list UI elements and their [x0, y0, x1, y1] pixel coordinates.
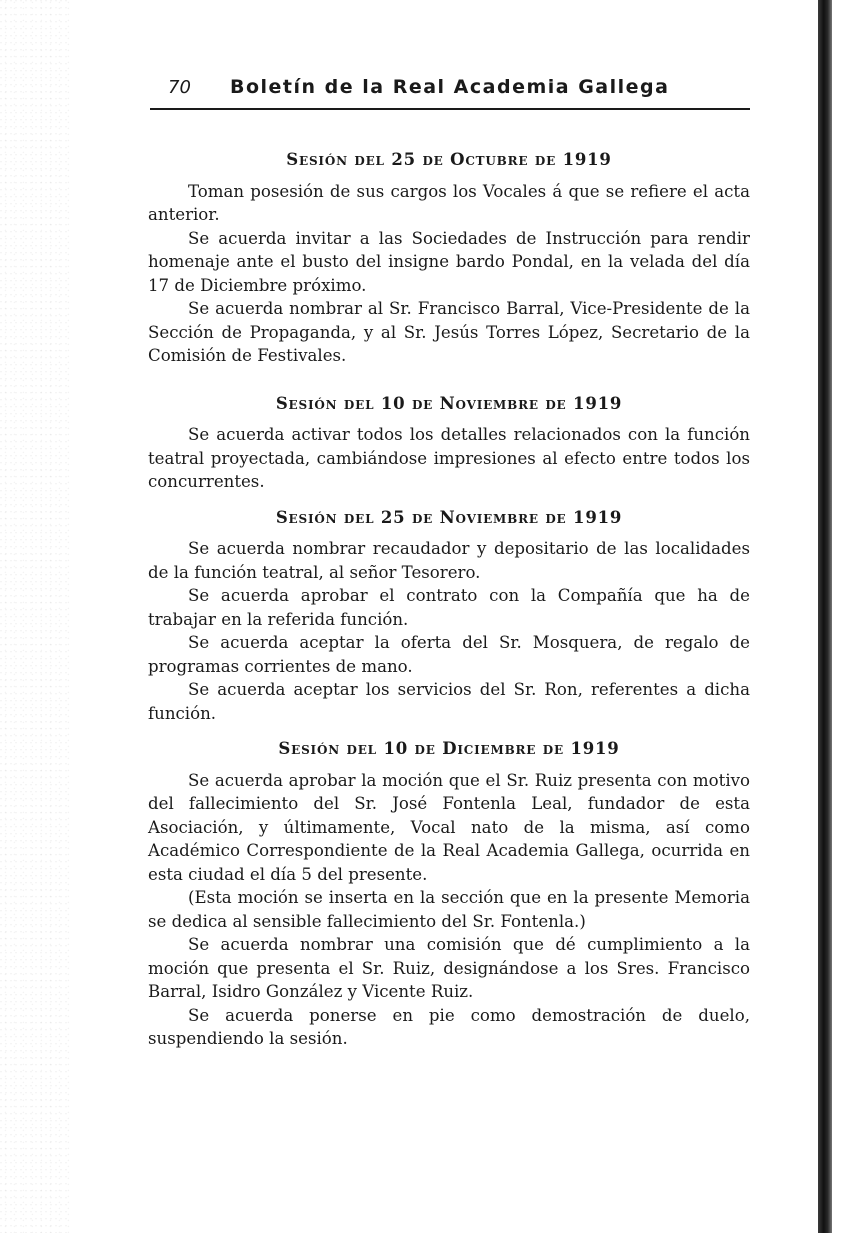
- scan-edge-texture: [0, 0, 70, 1233]
- header-rule: [150, 108, 750, 110]
- paragraph: Se acuerda aceptar los servicios del Sr. Ron, referentes a dicha función.: [148, 680, 750, 723]
- book-spine-shadow: [818, 0, 832, 1233]
- paragraph: Toman posesión de sus cargos los Vocales á que se refiere el acta anterior.: [148, 181, 750, 224]
- page-number: 70: [168, 77, 191, 98]
- session-heading: Sesión del 25 de Octubre de 1919: [286, 150, 612, 169]
- session-heading: Sesión del 25 de Noviembre de 1919: [275, 507, 623, 527]
- paragraph: Se acuerda aceptar la oferta del Sr. Mosquera, de regalo de programas corrientes de mano.: [148, 633, 750, 676]
- journal-title: Boletín de la Real Academia Gallega: [230, 76, 670, 98]
- page-body: [148, 148, 750, 1051]
- session-heading: Sesión del 10 de Diciembre de 1919: [278, 739, 620, 758]
- paragraph: Se acuerda nombrar al Sr. Francisco Barral, Vice-Presidente de la Sección de Propaganda, y al Sr. Jesús Torres López, Secretario de la Comisión de Festivales.: [148, 299, 750, 365]
- session-1: [148, 148, 750, 368]
- running-head: [168, 76, 748, 98]
- session-3: [148, 506, 750, 726]
- session-heading: Sesión del 10 de Noviembre de 1919: [275, 393, 623, 413]
- paragraph: Se acuerda nombrar recaudador y depositario de las localidades de la función teatral, al señor Tesorero.: [148, 539, 750, 582]
- paragraph: Se acuerda aprobar el contrato con la Compañía que ha de trabajar en la referida función.: [148, 586, 750, 629]
- paragraph: Se acuerda ponerse en pie como demostración de duelo, suspendiendo la sesión.: [148, 1005, 750, 1048]
- session-4: [148, 737, 750, 1051]
- paragraph: Se acuerda aprobar la moción que el Sr. Ruiz presenta con motivo del fallecimiento del Sr. José Fontenla Leal, fundador de esta Asociación, y últimamente, Vocal nato de la misma, así como Académico Correspondiente de la Real Academia Gallega, ocurrida en esta ciudad el día 5 del presente.: [148, 770, 750, 884]
- paragraph: Se acuerda activar todos los detalles relacionados con la función teatral proyectada, cambiándose impresiones al efecto entre todos los concurrentes.: [148, 425, 750, 491]
- paragraph: Se acuerda invitar a las Sociedades de Instrucción para rendir homenaje ante el busto del insigne bardo Pondal, en la velada del día 17 de Diciembre próximo.: [148, 228, 750, 295]
- paragraph: (Esta moción se inserta en la sección que en la presente Memoria se dedica al sensible fallecimiento del Sr. Fontenla.): [148, 888, 750, 931]
- session-2: [148, 392, 750, 494]
- paragraph: Se acuerda nombrar una comisión que dé cumplimiento a la moción que presenta el Sr. Ruiz, designándose a los Sres. Francisco Barral, Isidro González y Vicente Ruiz.: [148, 935, 750, 1001]
